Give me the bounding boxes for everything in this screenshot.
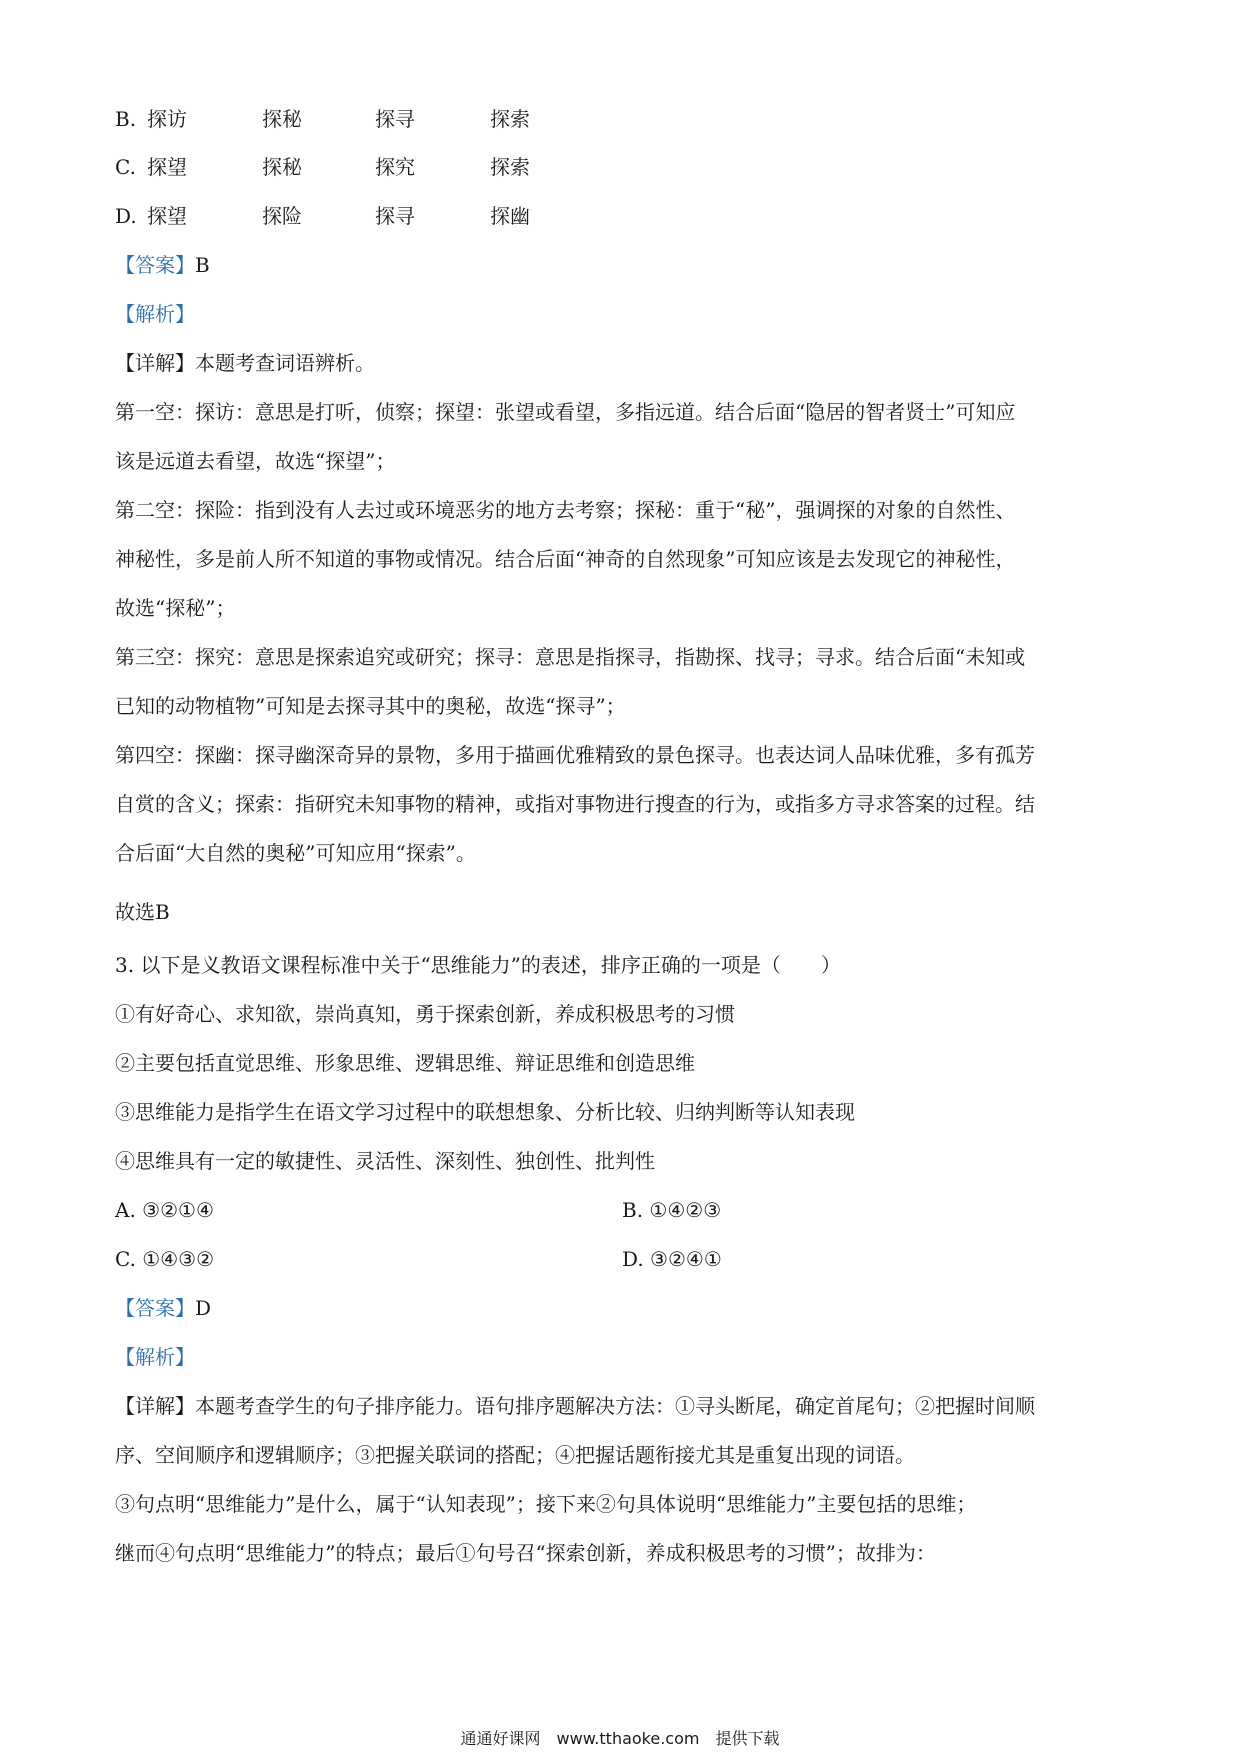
option-word: 探寻 [375, 107, 415, 131]
paragraph-line: 序、空间顺序和逻辑顺序；③把握关联词的搭配；④把握话题衔接尤其是重复出现的词语。 [115, 1443, 915, 1467]
q3-item: ①有好奇心、求知欲，崇尚真知，勇于探索创新，养成积极思考的习惯 [115, 1002, 735, 1026]
option-word: 探寻 [375, 204, 415, 228]
answer-tag: 【答案】 [115, 253, 195, 277]
paragraph-line: 神秘性，多是前人所不知道的事物或情况。结合后面“神奇的自然现象”可知应该是去发现它的神秘性， [115, 547, 1016, 571]
option-word: 探索 [490, 107, 530, 131]
paragraph-line: 第一空：探访：意思是打听，侦察；探望：张望或看望，多指远道。结合后面“隐居的智者贤士”可知应 [115, 400, 1016, 424]
paragraph-line: 第三空：探究：意思是探索追究或研究；探寻：意思是指探寻，指勘探、找寻；寻求。结合后面“未知或 [115, 645, 1026, 669]
paragraph-line: 自赏的含义；探索：指研究未知事物的精神，或指对事物进行搜查的行为，或指多方寻求答案的过程。结 [115, 792, 1035, 816]
paragraph-line: 合后面“大自然的奥秘”可知应用“探索”。 [115, 841, 476, 865]
option-word: 探索 [490, 155, 530, 179]
q3-stem: 3. 以下是义教语文课程标准中关于“思维能力”的表述，排序正确的一项是（ ） [115, 953, 841, 977]
option-word: 探访 [147, 107, 187, 131]
q3-answer [115, 1293, 1125, 1323]
paragraph-line: ③句点明“思维能力”是什么，属于“认知表现”；接下来②句具体说明“思维能力”主要包括的思维； [115, 1492, 977, 1516]
q2-answer [115, 250, 1125, 280]
option-word: 探秘 [262, 155, 302, 179]
q3-detail-intro [115, 1391, 1125, 1421]
detail-text: 本题考查学生的句子排序能力。语句排序题解决方法：①寻头断尾，确定首尾句；②把握时间顺 [195, 1394, 1035, 1418]
detail-tag: 【详解】 [115, 351, 195, 375]
q3-item: ③思维能力是指学生在语文学习过程中的联想想象、分析比较、归纳判断等认知表现 [115, 1100, 855, 1124]
paragraph-line: 第二空：探险：指到没有人去过或环境恶劣的地方去考察；探秘：重于“秘”，强调探的对象的自然性、 [115, 498, 1016, 522]
q3-option-c: C. ①④③② [115, 1247, 215, 1271]
paragraph-line: 继而④句点明“思维能力”的特点；最后①句号召“探索创新，养成积极思考的习惯”；故排为： [115, 1541, 936, 1565]
q3-option-d: D. ③②④① [622, 1247, 722, 1271]
q3-option-b: B. ①④②③ [622, 1198, 722, 1222]
q2-conclusion: 故选B [115, 900, 170, 924]
option-letter: C. [115, 155, 136, 179]
paragraph-line: 该是远道去看望，故选“探望”； [115, 449, 396, 473]
option-word: 探望 [147, 204, 187, 228]
detail-tag: 【详解】 [115, 1394, 195, 1418]
detail-text: 本题考查词语辨析。 [195, 351, 375, 375]
answer-tag: 【答案】 [115, 1296, 195, 1320]
analysis-tag: 【解析】 [115, 302, 195, 326]
q3-item: ④思维具有一定的敏捷性、灵活性、深刻性、独创性、批判性 [115, 1149, 655, 1173]
q2-analysis-heading [115, 299, 1125, 329]
paragraph-line: 第四空：探幽：探寻幽深奇异的景物，多用于描画优雅精致的景色探寻。也表达词人品味优雅，多有孤芳 [115, 743, 1035, 767]
answer-value: B [195, 253, 210, 277]
option-letter: B. [115, 107, 137, 131]
answer-value: D [195, 1296, 212, 1320]
paragraph-line: 故选“探秘”； [115, 596, 236, 620]
q3-item: ②主要包括直觉思维、形象思维、逻辑思维、辩证思维和创造思维 [115, 1051, 695, 1075]
q2-detail-intro [115, 348, 1125, 378]
option-letter: D. [115, 204, 137, 228]
analysis-tag: 【解析】 [115, 1345, 195, 1369]
q3-analysis-heading [115, 1342, 1125, 1372]
option-word: 探幽 [490, 204, 530, 228]
option-word: 探望 [147, 155, 187, 179]
option-word: 探秘 [262, 107, 302, 131]
q3-option-a: A. ③②①④ [115, 1198, 214, 1222]
option-word: 探险 [262, 204, 302, 228]
paragraph-line: 已知的动物植物”可知是去探寻其中的奥秘，故选“探寻”； [115, 694, 626, 718]
page-footer: 通通好课网 www.tthaoke.com 提供下载 [460, 1729, 780, 1748]
option-word: 探究 [375, 155, 415, 179]
